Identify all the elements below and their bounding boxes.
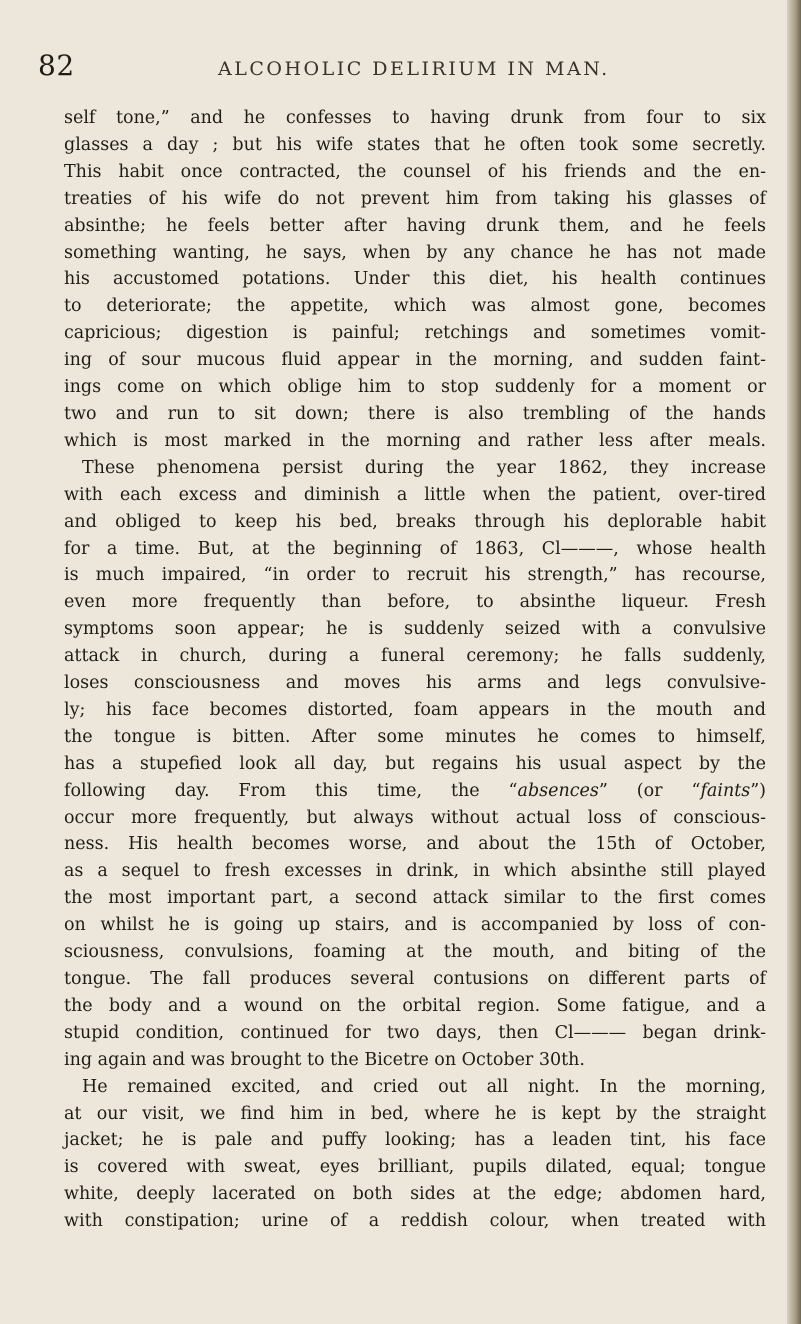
- text-line: something wanting, he says, when by any chance he has not made: [64, 242, 766, 263]
- text-line: This habit once contracted, the counsel of his friends and the en-: [64, 161, 766, 182]
- text-line: He remained excited, and cried out all night. In the morning,: [82, 1076, 766, 1097]
- body-text: [64, 105, 766, 1235]
- text-line: is covered with sweat, eyes brilliant, pupils dilated, equal; tongue: [64, 1157, 766, 1178]
- text-line: with constipation; urine of a reddish colour, when treated with: [64, 1211, 766, 1232]
- text-line: loses consciousness and moves his arms and legs convulsive-: [64, 673, 766, 694]
- text-line: jacket; he is pale and puffy looking; has a leaden tint, his face: [64, 1130, 766, 1151]
- page-number: 82: [38, 49, 75, 82]
- text-line: tongue. The fall produces several contusions on different parts of: [64, 969, 766, 989]
- text-line: even more frequently than before, to absinthe liqueur. Fresh: [64, 592, 766, 613]
- text-line: ing again and was brought to the Bicetre on October 30th.: [64, 1049, 585, 1070]
- text-line: the most important part, a second attack similar to the first comes: [64, 888, 766, 909]
- text-line: ing of sour mucous fluid appear in the morning, and sudden faint-: [64, 350, 766, 371]
- text-line: glasses a day ; but his wife states that he often took some secretly.: [64, 134, 766, 155]
- text-line: has a stupefied look all day, but regains his usual aspect by the: [64, 753, 766, 774]
- italic-term: absences: [517, 780, 599, 801]
- text-line: white, deeply lacerated on both sides at the edge; abdomen hard,: [64, 1184, 766, 1205]
- text-line: as a sequel to fresh excesses in drink, in which absinthe still played: [64, 861, 766, 882]
- text-line: occur more frequently, but always without actual loss of conscious-: [64, 807, 766, 828]
- text-line: his accustomed potations. Under this diet, his health continues: [64, 269, 766, 290]
- text-line: ly; his face becomes distorted, foam appears in the mouth and: [64, 699, 766, 720]
- text-line: attack in church, during a funeral ceremony; he falls suddenly,: [64, 646, 766, 667]
- text-line: capricious; digestion is painful; retchings and sometimes vomit-: [64, 323, 766, 344]
- running-title: ALCOHOLIC DELIRIUM IN MAN.: [218, 58, 610, 80]
- text-line: ings come on which oblige him to stop suddenly for a moment or: [64, 377, 766, 398]
- text-segment: following day. From this time, the “: [64, 780, 518, 801]
- text-line: for a time. But, at the beginning of 1863, Cl———, whose health: [64, 538, 766, 559]
- text-line: treaties of his wife do not prevent him from taking his glasses of: [64, 188, 766, 209]
- text-segment: ” (or “: [598, 780, 701, 801]
- text-line: symptoms soon appear; he is suddenly seized with a convulsive: [64, 619, 766, 640]
- text-line: stupid condition, continued for two days, then Cl——— began drink-: [64, 1022, 766, 1043]
- text-line: at our visit, we find him in bed, where he is kept by the straight: [64, 1103, 766, 1124]
- page-header: [38, 50, 758, 90]
- text-line: is much impaired, “in order to recruit his strength,” has recourse,: [64, 565, 766, 586]
- text-line: [64, 778, 766, 805]
- text-line: the body and a wound on the orbital region. Some fatigue, and a: [64, 995, 766, 1016]
- text-line: on whilst he is going up stairs, and is accompanied by loss of con-: [64, 915, 766, 936]
- text-line: sciousness, convulsions, foaming at the mouth, and biting of the: [64, 942, 766, 963]
- page-edge-shadow: [787, 0, 801, 1324]
- text-line: self tone,” and he confesses to having drunk from four to six: [64, 108, 766, 128]
- text-line: absinthe; he feels better after having drunk them, and he feels: [64, 215, 766, 236]
- text-line: the tongue is bitten. After some minutes he comes to himself,: [64, 726, 766, 747]
- text-line: with each excess and diminish a little when the patient, over-tired: [64, 484, 766, 505]
- text-line: two and run to sit down; there is also trembling of the hands: [64, 403, 766, 424]
- italic-term: faints: [700, 780, 751, 801]
- text-line: These phenomena persist during the year 1862, they increase: [82, 457, 766, 478]
- text-line: to deteriorate; the appetite, which was almost gone, becomes: [64, 296, 766, 317]
- text-line: ness. His health becomes worse, and about the 15th of October,: [64, 834, 766, 855]
- text-line: and obliged to keep his bed, breaks through his deplorable habit: [64, 511, 766, 532]
- text-line: which is most marked in the morning and rather less after meals.: [64, 430, 766, 451]
- text-segment: ”): [750, 780, 767, 801]
